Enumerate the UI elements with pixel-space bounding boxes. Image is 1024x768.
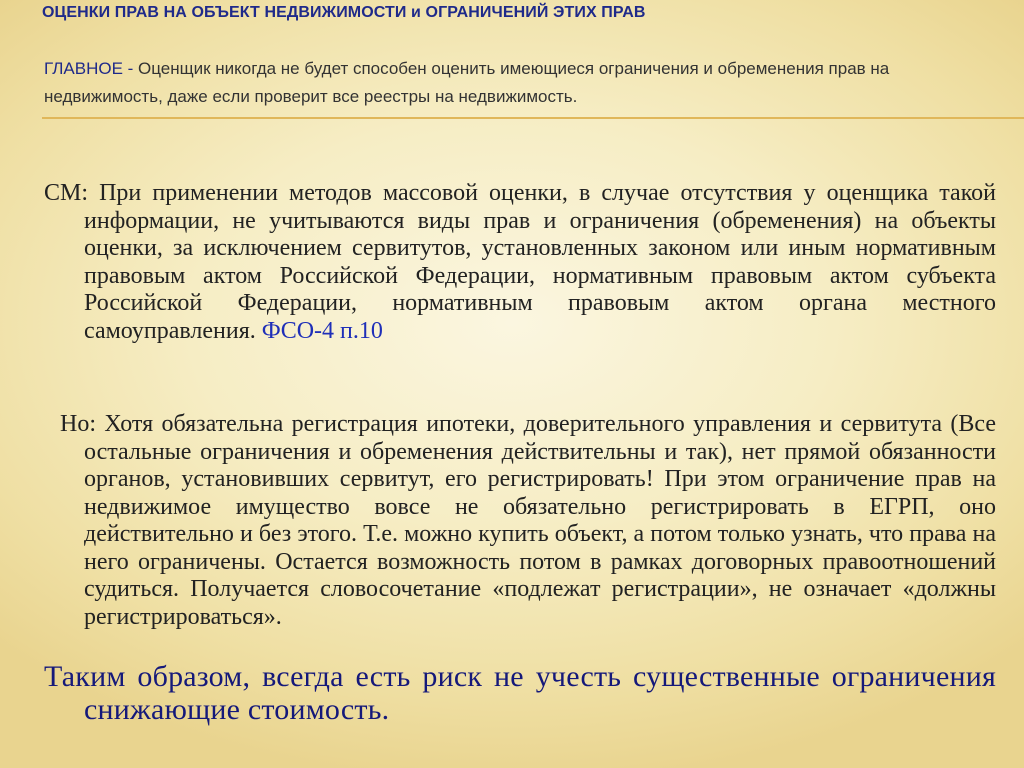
conclusion-text: Таким образом, всегда есть риск не учесть существенные ограничения снижающие стоимость.: [44, 660, 996, 726]
paragraph-registration: [44, 411, 996, 631]
lead-text: Оценщик никогда не будет способен оценить имеющиеся ограничения и обременения прав на недвижимость, даже если проверит все реестры на недвижимость.: [44, 59, 890, 106]
fso-reference: ФСО-4 п.10: [261, 317, 383, 344]
slide-title: ОЦЕНКИ ПРАВ НА ОБЪЕКТ НЕДВИЖИМОСТИ и ОГРАНИЧЕНИЙ ЭТИХ ПРАВ: [42, 4, 646, 21]
paragraph-registration-text: Но: Хотя обязательна регистрация ипотеки, доверительного управления и сервитута (Все остальные ограничения и обременения действительны и так), нет прямой обязанности органов, установивших сервитут, его регистрировать! При этом ограничение прав на недвижимое имущество вовсе не обязательно регистрировать в ЕГРП, оно действительно и без этого. Т.е. можно купить объект, а потом только узнать, что права на него ограничены. Остается возможность потом в рамках договорных правоотношений судиться. Получается словосочетание «подлежат регистрации», не означает «должны регистрироваться».: [60, 411, 996, 630]
lead-note: [44, 55, 944, 111]
paragraph-fso-text: СМ: При применении методов массовой оценки, в случае отсутствия у оценщика такой информации, не учитываются виды прав и ограничения (обременения) на объекты оценки, за исключением сервитутов, установленных законом или иным нормативным правовым актом Российской Федерации, нормативным правовым актом субъекта Российской Федерации, нормативным правовым актом органа местного самоуправления.: [44, 180, 996, 344]
conclusion-paragraph: [44, 660, 996, 726]
paragraph-fso: [44, 180, 996, 345]
header-divider: [42, 117, 1024, 119]
lead-key: ГЛАВНОЕ -: [44, 59, 134, 78]
